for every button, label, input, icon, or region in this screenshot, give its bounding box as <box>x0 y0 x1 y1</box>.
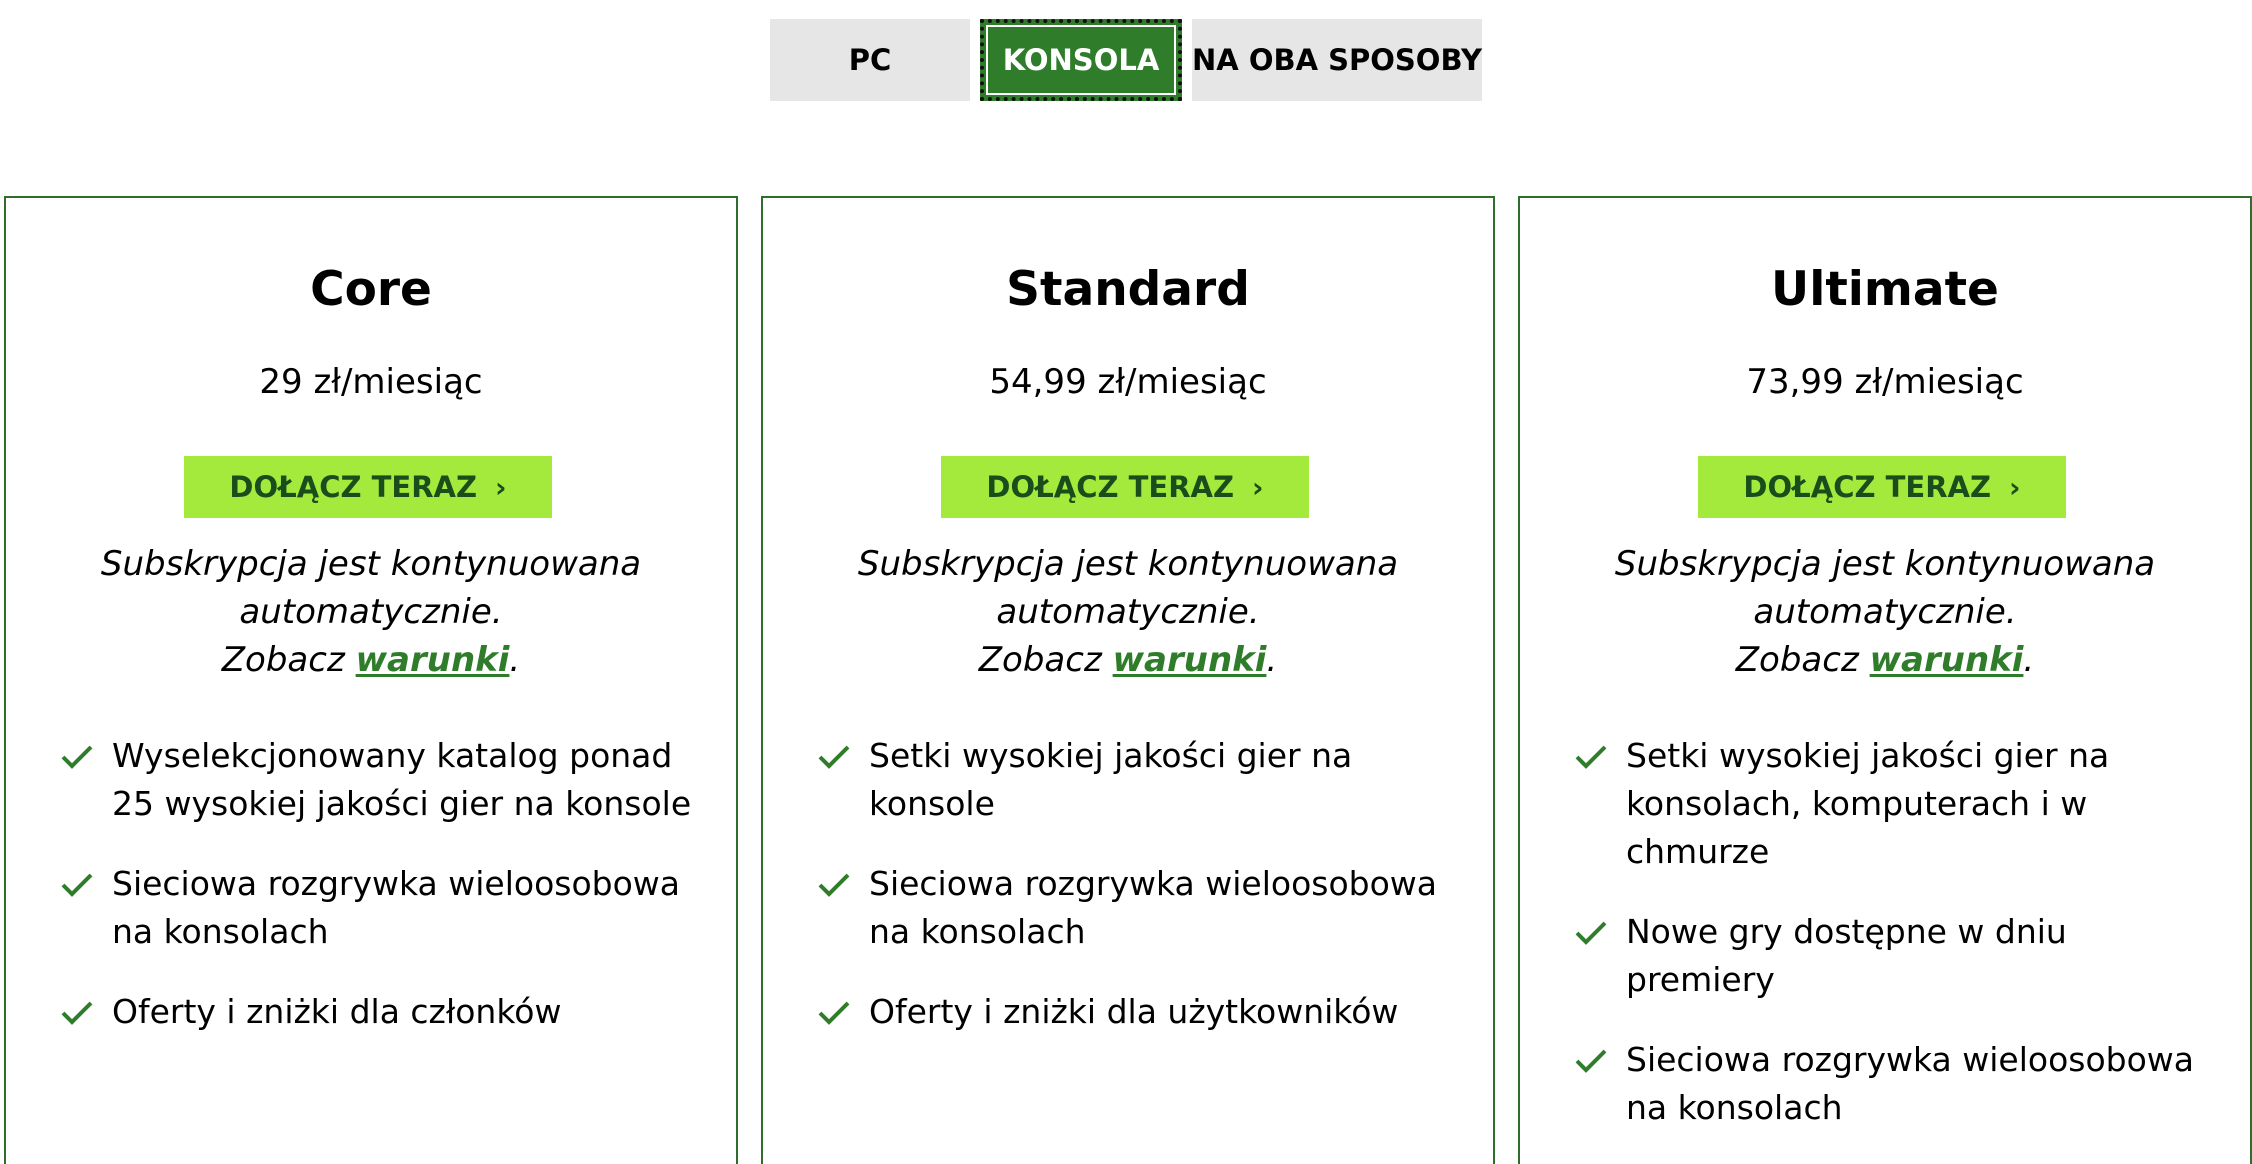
feature-text: Sieciowa rozgrywka wieloosobowa na konsolach <box>112 864 680 951</box>
plan-name: Standard <box>1006 262 1250 317</box>
note-period: . <box>2023 640 2035 680</box>
plan-card-ultimate <box>1518 196 2252 1164</box>
plan-name: Core <box>310 262 432 317</box>
see-label: Zobacz <box>1735 640 1859 680</box>
feature-item <box>56 732 706 828</box>
feature-item <box>813 860 1463 956</box>
check-icon <box>817 1000 851 1026</box>
plan-price: 73,99 zł/miesiąc <box>1746 362 2024 402</box>
platform-tabs <box>770 19 1482 101</box>
plan-price: 54,99 zł/miesiąc <box>989 362 1267 402</box>
join-now-label: DOŁĄCZ TERAZ <box>229 470 478 504</box>
subscription-note-text: Subskrypcja jest kontynuowana automatycznie. <box>857 544 1399 632</box>
terms-link[interactable]: warunki <box>1112 640 1267 680</box>
join-now-button[interactable] <box>184 456 552 518</box>
feature-text: Sieciowa rozgrywka wieloosobowa na konsolach <box>1626 1040 2194 1127</box>
join-now-label: DOŁĄCZ TERAZ <box>986 470 1235 504</box>
check-icon <box>60 872 94 898</box>
tab-konsola[interactable]: KONSOLA <box>980 19 1182 101</box>
plan-card-standard <box>761 196 1495 1164</box>
feature-list <box>56 732 706 1068</box>
tab-pc[interactable]: PC <box>770 19 970 101</box>
feature-item <box>813 732 1463 828</box>
subscription-note <box>803 540 1453 684</box>
subscription-note <box>1560 540 2210 684</box>
terms-link[interactable]: warunki <box>355 640 510 680</box>
check-icon <box>1574 744 1608 770</box>
check-icon <box>1574 920 1608 946</box>
feature-text: Setki wysokiej jakości gier na konsolach, komputerach i w chmurze <box>1626 736 2110 871</box>
feature-item <box>1570 1036 2220 1132</box>
feature-item <box>56 860 706 956</box>
join-now-button[interactable] <box>1698 456 2066 518</box>
tab-na-oba-sposoby[interactable]: NA OBA SPOSOBY <box>1192 19 1482 101</box>
feature-text: Sieciowa rozgrywka wieloosobowa na konsolach <box>869 864 1437 951</box>
feature-item <box>56 988 706 1036</box>
plan-name: Ultimate <box>1771 262 1999 317</box>
check-icon <box>1574 1048 1608 1074</box>
see-label: Zobacz <box>978 640 1102 680</box>
plan-price: 29 zł/miesiąc <box>259 362 483 402</box>
chevron-right-icon: › <box>495 470 507 504</box>
feature-text: Wyselekcjonowany katalog ponad 25 wysokiej jakości gier na konsole <box>112 736 692 823</box>
see-label: Zobacz <box>221 640 345 680</box>
terms-link[interactable]: warunki <box>1869 640 2024 680</box>
subscription-note <box>46 540 696 684</box>
feature-item <box>813 988 1463 1036</box>
feature-item <box>1570 732 2220 876</box>
join-now-label: DOŁĄCZ TERAZ <box>1743 470 1992 504</box>
chevron-right-icon: › <box>2009 470 2021 504</box>
feature-list <box>813 732 1463 1068</box>
chevron-right-icon: › <box>1252 470 1264 504</box>
note-period: . <box>509 640 521 680</box>
check-icon <box>60 744 94 770</box>
feature-item <box>1570 908 2220 1004</box>
subscription-note-text: Subskrypcja jest kontynuowana automatycznie. <box>1614 544 2156 632</box>
feature-text: Nowe gry dostępne w dniu premiery <box>1626 912 2067 999</box>
plan-card-core <box>4 196 738 1164</box>
feature-text: Setki wysokiej jakości gier na konsole <box>869 736 1353 823</box>
feature-text: Oferty i zniżki dla użytkowników <box>869 992 1399 1031</box>
feature-list <box>1570 732 2220 1164</box>
join-now-button[interactable] <box>941 456 1309 518</box>
feature-text: Oferty i zniżki dla członków <box>112 992 562 1031</box>
note-period: . <box>1266 640 1278 680</box>
check-icon <box>817 872 851 898</box>
subscription-note-text: Subskrypcja jest kontynuowana automatycznie. <box>100 544 642 632</box>
check-icon <box>817 744 851 770</box>
check-icon <box>60 1000 94 1026</box>
